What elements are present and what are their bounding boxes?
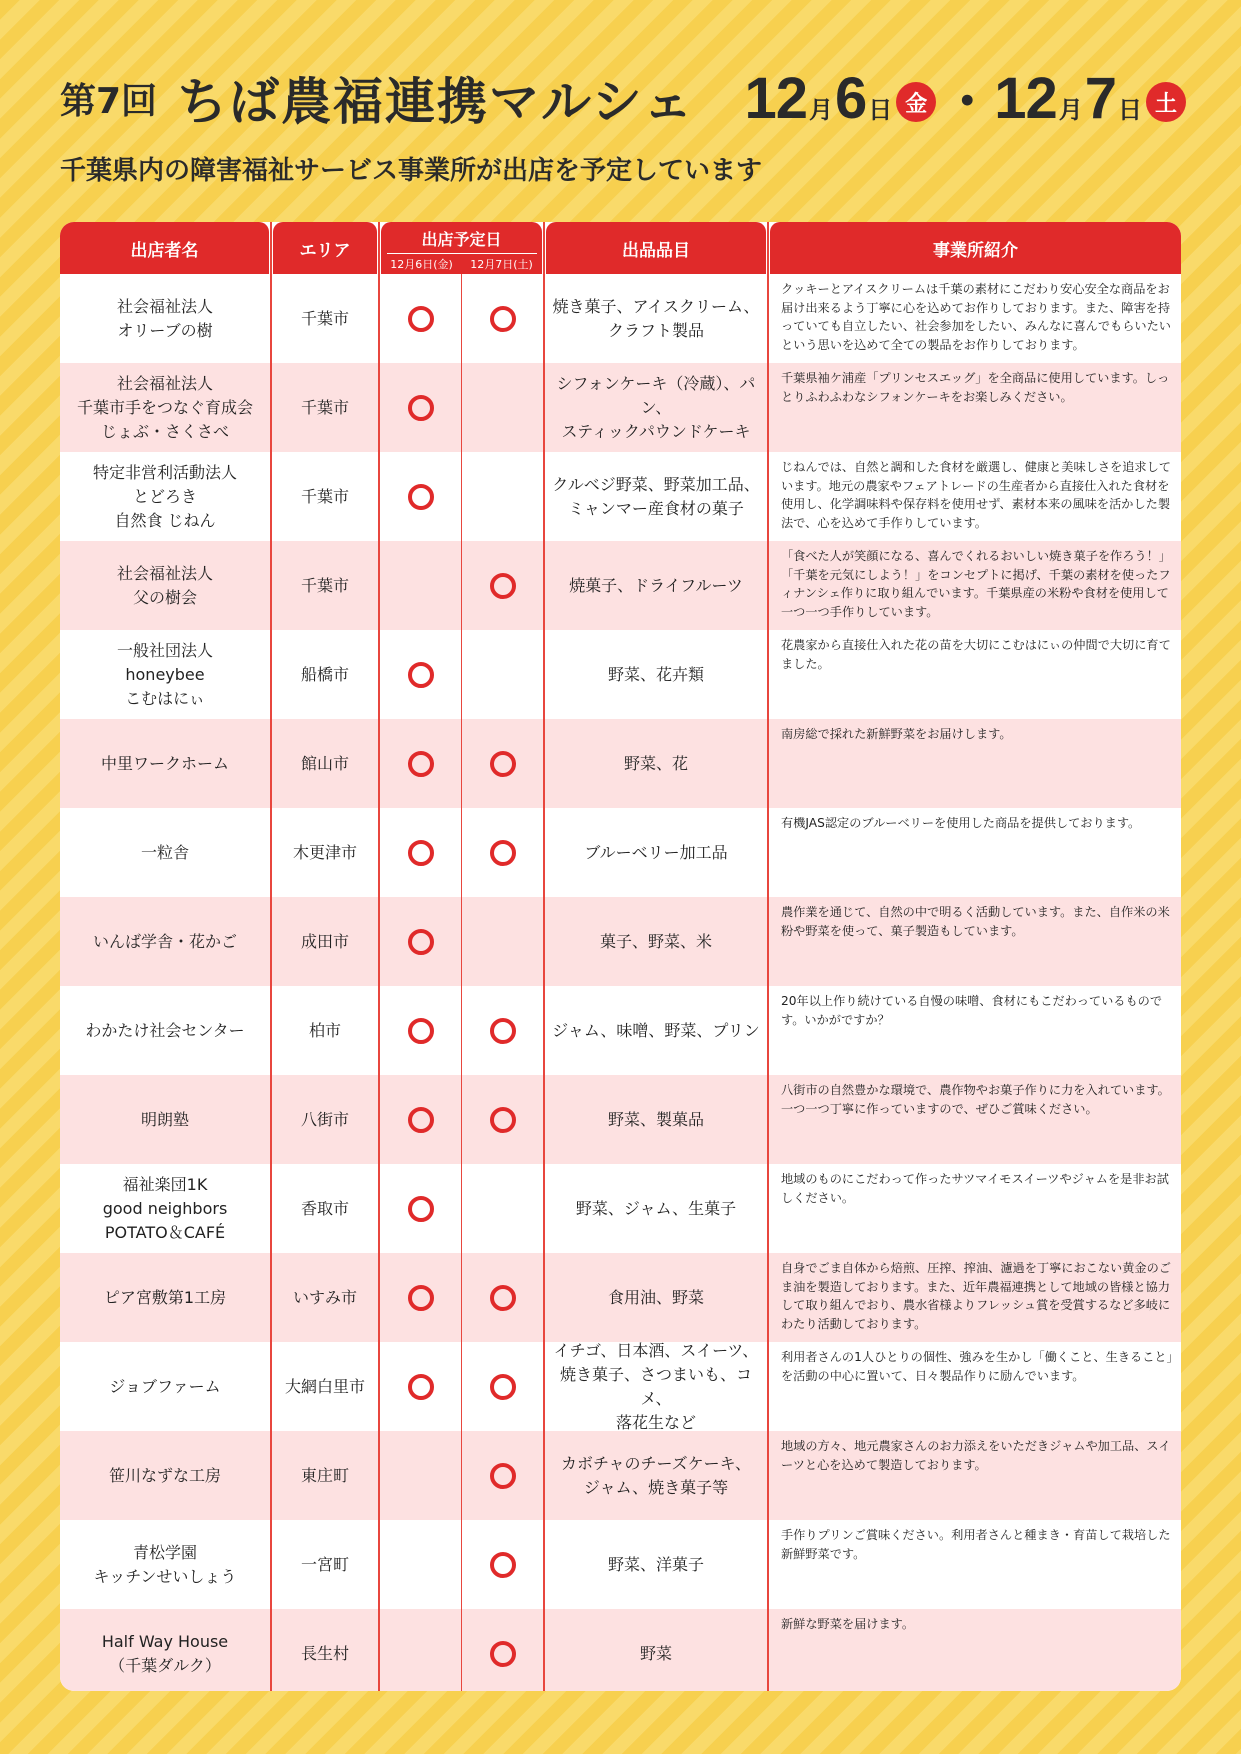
date1-attendance	[380, 808, 461, 897]
vendor-intro-text: 八街市の自然豊かな環境で、農作物やお菓子作りに力を入れています。 一つ一つ丁寧に作っていますので、ぜひご賞味ください。	[781, 1083, 1170, 1116]
vendor-items: 焼菓子、ドライフルーツ	[569, 575, 743, 595]
vendor-intro-text: 地域のものにこだわって作ったサツマイモスイーツやジャムを是非お試しください。	[781, 1172, 1169, 1205]
vendor-intro-text: 新鮮な野菜を届けます。	[781, 1617, 915, 1631]
date2-attendance	[462, 1342, 543, 1431]
date1-attendance	[380, 452, 461, 541]
attendance-circle-icon	[490, 1018, 516, 1044]
date2-attendance	[462, 719, 543, 808]
vendor-intro-text: 有機JAS認定のブルーベリーを使用した商品を提供しております。	[781, 816, 1141, 830]
vendor-intro-text: 地域の方々、地元農家さんのお力添えをいただきジャムや加工品、スイーツと心を込めて製造しております。	[781, 1439, 1171, 1472]
date2-attendance	[462, 1431, 543, 1520]
date1-weekday-badge: 金	[896, 82, 936, 122]
table-row	[60, 1164, 1181, 1253]
vendor-area: 千葉市	[300, 308, 349, 328]
vendor-area: 香取市	[300, 1198, 349, 1218]
date2-attendance	[462, 541, 543, 630]
attendance-circle-icon	[408, 840, 434, 866]
vendor-intro-text: 農作業を通じて、自然の中で明るく活動しています。また、自作米の米粉や野菜を使って、菓子製造もしています。	[781, 905, 1170, 938]
header-items: 出品品目	[546, 222, 766, 274]
vendor-intro	[769, 1075, 1181, 1164]
attendance-circle-icon	[408, 662, 434, 688]
vendor-area: 長生村	[300, 1643, 349, 1663]
attendance-circle-icon	[408, 1374, 434, 1400]
date2-attendance	[462, 452, 543, 541]
attendance-circle-icon	[490, 1463, 516, 1489]
vendor-items: 食用油、野菜	[607, 1287, 704, 1307]
date1-day-unit: 日	[868, 95, 893, 124]
header-dates-divider	[387, 253, 537, 254]
attendance-circle-icon	[408, 1018, 434, 1044]
vendor-items: ブルーベリー加工品	[584, 842, 728, 862]
vendor-name: いんば学舎・花かご	[92, 931, 237, 951]
vendor-name: 社会福祉法人 オリーブの樹	[116, 296, 213, 340]
vendor-items: 野菜、ジャム、生菓子	[575, 1198, 737, 1218]
date1-attendance	[380, 274, 461, 363]
vendor-name: ピア宮敷第1工房	[103, 1287, 227, 1307]
attendance-circle-icon	[490, 1641, 516, 1667]
date1-attendance	[380, 1520, 461, 1609]
date1-attendance	[380, 1431, 461, 1520]
date2-attendance	[462, 1253, 543, 1342]
vendor-name: 明朗塾	[140, 1109, 189, 1129]
vendor-area: 千葉市	[300, 486, 349, 506]
vendor-area: 一宮町	[300, 1554, 349, 1574]
vendor-intro	[769, 897, 1181, 986]
attendance-circle-icon	[408, 751, 434, 777]
vendor-name: Half Way House （千葉ダルク）	[101, 1631, 229, 1675]
vendor-name: 社会福祉法人 父の樹会	[116, 563, 213, 607]
vendor-area: 館山市	[300, 753, 349, 773]
vendor-intro	[769, 808, 1181, 897]
attendance-circle-icon	[490, 1552, 516, 1578]
table-row	[60, 541, 1181, 630]
attendance-circle-icon	[408, 395, 434, 421]
attendance-circle-icon	[490, 1374, 516, 1400]
vendor-intro	[769, 541, 1181, 630]
date2-attendance	[462, 1609, 543, 1691]
header-name: 出店者名	[60, 222, 269, 274]
attendance-circle-icon	[408, 929, 434, 955]
table-row	[60, 1253, 1181, 1342]
date2-month: 12	[994, 65, 1057, 131]
column-divider	[543, 222, 545, 1691]
table-row	[60, 808, 1181, 897]
vendor-intro	[769, 630, 1181, 719]
date2-month-unit: 月	[1058, 95, 1083, 124]
vendor-items: 菓子、野菜、米	[599, 931, 712, 951]
date2-attendance	[462, 1520, 543, 1609]
attendance-circle-icon	[408, 484, 434, 510]
header-intro: 事業所紹介	[770, 222, 1181, 274]
column-divider	[767, 222, 769, 1691]
page-subtitle: 千葉県内の障害福祉サービス事業所が出店を予定しています	[60, 156, 763, 186]
date2-attendance	[462, 630, 543, 719]
vendor-intro	[769, 1164, 1181, 1253]
vendor-items: 野菜、洋菓子	[607, 1554, 704, 1574]
attendance-circle-icon	[490, 840, 516, 866]
vendor-intro-text: 千葉県袖ケ浦産「プリンセスエッグ」を全商品に使用しています。しっとりふわふわなシフォンケーキをお楽しみください。	[781, 371, 1170, 404]
date1-attendance	[380, 897, 461, 986]
vendor-items: 野菜、製菓品	[607, 1109, 704, 1129]
table-row	[60, 1342, 1181, 1431]
vendor-area: 柏市	[308, 1020, 341, 1040]
date2-attendance	[462, 986, 543, 1075]
vendor-name: 笹川なずな工房	[108, 1465, 221, 1485]
vendor-items: イチゴ、日本酒、スイーツ、 焼き菓子、さつまいも、コメ、 落花生など	[553, 1340, 759, 1432]
date-separator: ・	[942, 73, 993, 131]
vendor-area: 千葉市	[300, 397, 349, 417]
attendance-circle-icon	[490, 1107, 516, 1133]
table-row	[60, 1520, 1181, 1609]
vendor-intro-text: クッキーとアイスクリームは千葉の素材にこだわり安心安全な商品をお届け出来るよう丁寧に心を込めてお作りしております。また、障害を持っていても自立したい、社会参加をしたい、みんなに喜んでもらいたいという思いを込めて全ての製品をお作りしております。	[781, 282, 1171, 352]
header-dates-sub	[382, 256, 542, 272]
vendor-name: 特定非営利活動法人 とどろき 自然食 じねん	[92, 462, 237, 530]
table-row	[60, 1075, 1181, 1164]
vendor-intro	[769, 719, 1181, 808]
vendor-intro-text: 南房総で採れた新鮮野菜をお届けします。	[781, 727, 1012, 741]
table-row	[60, 630, 1181, 719]
vendor-intro	[769, 1520, 1181, 1609]
date1-attendance	[380, 630, 461, 719]
vendor-area: いすみ市	[292, 1287, 357, 1307]
header-dates-title: 出店予定日	[421, 230, 502, 249]
attendance-circle-icon	[408, 1107, 434, 1133]
vendor-name: わかたけ社会センター	[85, 1020, 245, 1040]
date1-attendance	[380, 719, 461, 808]
date1-month-unit: 月	[808, 95, 833, 124]
vendor-area: 東庄町	[300, 1465, 349, 1485]
vendor-items: 野菜	[639, 1643, 672, 1663]
vendor-table	[60, 222, 1181, 1691]
vendor-name: ジョブファーム	[109, 1376, 221, 1396]
vendor-items: 焼き菓子、アイスクリーム、 クラフト製品	[552, 296, 760, 340]
vendor-items: ジャム、味噌、野菜、プリン	[552, 1020, 760, 1040]
vendor-intro-text: 花農家から直接仕入れた花の苗を大切にこむはにぃの仲間で大切に育てました。	[781, 638, 1171, 671]
date1-attendance	[380, 1609, 461, 1691]
date2-attendance	[462, 274, 543, 363]
event-dates	[744, 62, 1190, 134]
vendor-intro	[769, 452, 1181, 541]
vendor-name: 福祉楽団1K good neighbors POTATO＆CAFÉ	[102, 1174, 228, 1242]
table-row	[60, 452, 1181, 541]
date2-weekday-badge: 土	[1146, 82, 1186, 122]
attendance-circle-icon	[408, 1196, 434, 1222]
vendor-name: 一般社団法人 honeybee こむはにぃ	[116, 640, 213, 708]
table-row	[60, 363, 1181, 452]
vendor-intro	[769, 1342, 1181, 1431]
date2-attendance	[462, 897, 543, 986]
table-row	[60, 897, 1181, 986]
table-row	[60, 274, 1181, 363]
date1-day: 6	[834, 65, 867, 131]
attendance-circle-icon	[408, 1285, 434, 1311]
vendor-area: 木更津市	[292, 842, 357, 862]
date2-day: 7	[1084, 65, 1116, 131]
table-row	[60, 1609, 1181, 1691]
date1-attendance	[380, 541, 461, 630]
vendor-area: 千葉市	[300, 575, 349, 595]
date1-attendance	[380, 363, 461, 452]
date1-attendance	[380, 986, 461, 1075]
vendor-items: クルベジ野菜、野菜加工品、 ミャンマー産食材の菓子	[552, 474, 760, 518]
vendor-intro-text: 20年以上作り続けている自慢の味噌、食材にもこだわっているものです。いかがですか？	[781, 994, 1163, 1027]
date1-attendance	[380, 1253, 461, 1342]
vendor-intro	[769, 363, 1181, 452]
table-header	[60, 222, 1181, 274]
header-area: エリア	[273, 222, 377, 274]
vendor-intro	[769, 1253, 1181, 1342]
date2-attendance	[462, 808, 543, 897]
vendor-intro	[769, 986, 1181, 1075]
vendor-items: 野菜、花	[623, 753, 688, 773]
header-date1: 12月6日(金)	[390, 258, 453, 271]
vendor-items: シフォンケーキ（冷蔵）、パン、 スティックパウンドケーキ	[556, 373, 756, 441]
vendor-area: 大網白里市	[284, 1376, 365, 1396]
edition-label: 第7回	[60, 80, 158, 122]
vendor-intro-text: 「食べた人が笑顔になる、喜んでくれるおいしい焼き菓子を作ろう！」「千葉を元気にしよう！」をコンセプトに掲げ、千葉の素材を使ったフィナンシェ作りに取り組んでいます。千葉県産の米粉や食材を使用して一つ一つ手作りしています。	[781, 549, 1171, 619]
attendance-circle-icon	[408, 306, 434, 332]
date1-month: 12	[744, 65, 807, 131]
vendor-name: 中里ワークホーム	[100, 753, 229, 773]
table-row	[60, 719, 1181, 808]
date2-attendance	[462, 1164, 543, 1253]
vendor-name: 社会福祉法人 千葉市手をつなぐ育成会 じょぶ・さくさべ	[76, 373, 253, 441]
event-title: ちば農福連携マルシェ	[177, 73, 695, 131]
vendor-intro-text: 利用者さんの1人ひとりの個性、強みを生かし「働くこと、生きること」を活動の中心に置いて、日々製品作りに励んでいます。	[781, 1350, 1173, 1383]
column-divider	[378, 222, 380, 1691]
header-dates	[381, 222, 542, 274]
column-divider	[461, 274, 462, 1691]
header-date2: 12月7日(土)	[470, 258, 533, 271]
vendor-intro	[769, 1609, 1181, 1691]
date2-attendance	[462, 363, 543, 452]
attendance-circle-icon	[490, 573, 516, 599]
vendor-items: 野菜、花卉類	[607, 664, 704, 684]
title-row	[60, 58, 1190, 138]
vendor-intro	[769, 1431, 1181, 1520]
vendor-items: カボチャのチーズケーキ、 ジャム、焼き菓子等	[560, 1453, 752, 1497]
date2-day-unit: 日	[1118, 95, 1142, 124]
column-divider	[270, 222, 272, 1691]
vendor-intro-text: じねんでは、自然と調和した食材を厳選し、健康と美味しさを追求しています。地元の農家やフェアトレードの生産者から直接仕入れた食材を使用し、化学調味料や保存料を使用せず、素材本来の風味を活かした製法で、心を込めて手作りしています。	[781, 460, 1171, 530]
vendor-intro-text: 自身でごま自体から焙煎、圧搾、搾油、濾過を丁寧におこない黄金のごま油を製造しております。また、近年農福連携として地域の皆様と協力して取り組んでおり、農水省様よりフレッシュ賞を受賞するなど多岐にわたり活動しております。	[781, 1261, 1171, 1331]
attendance-circle-icon	[490, 751, 516, 777]
vendor-area: 船橋市	[300, 664, 349, 684]
vendor-area: 八街市	[300, 1109, 349, 1129]
date1-attendance	[380, 1164, 461, 1253]
vendor-intro	[769, 274, 1181, 363]
date1-attendance	[380, 1075, 461, 1164]
attendance-circle-icon	[490, 306, 516, 332]
table-row	[60, 986, 1181, 1075]
date1-attendance	[380, 1342, 461, 1431]
vendor-name: 青松学園 キッチンせいしょう	[93, 1542, 237, 1586]
table-row	[60, 1431, 1181, 1520]
date2-attendance	[462, 1075, 543, 1164]
attendance-circle-icon	[490, 1285, 516, 1311]
vendor-intro-text: 手作りプリンご賞味ください。利用者さんと種まき・育苗して栽培した新鮮野菜です。	[781, 1528, 1171, 1561]
vendor-name: 一粒舎	[140, 842, 189, 862]
vendor-area: 成田市	[300, 931, 349, 951]
